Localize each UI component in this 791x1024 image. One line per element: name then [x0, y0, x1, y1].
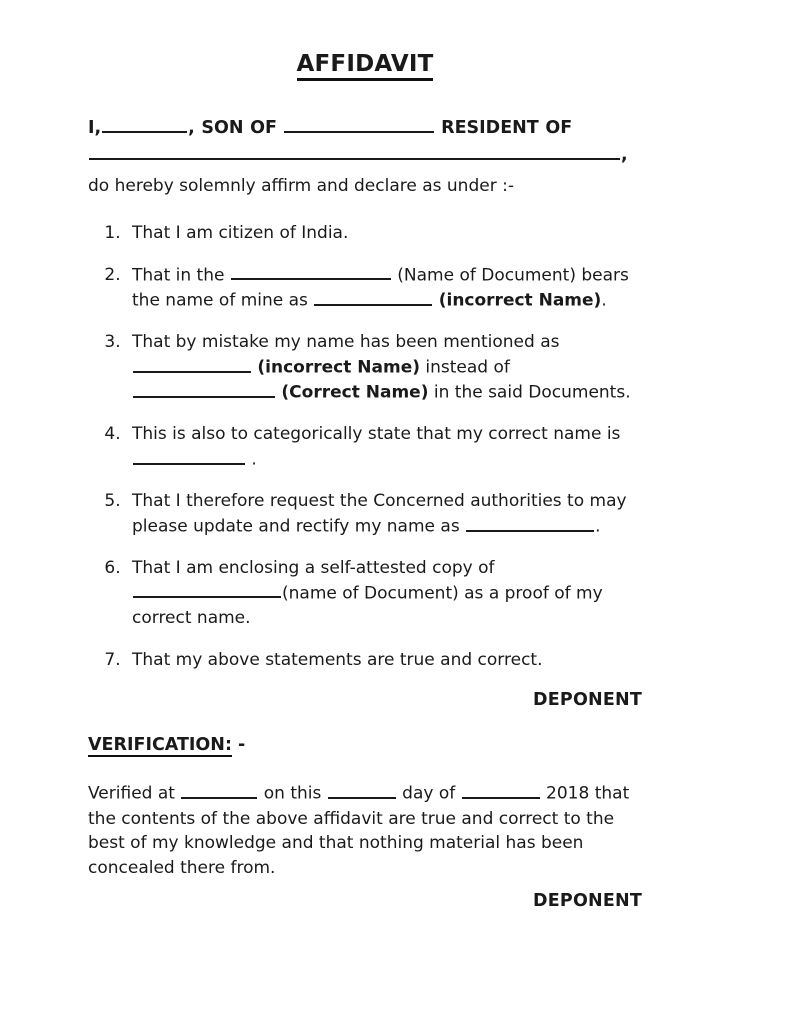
- page-title: [88, 52, 642, 81]
- blank-correct-name-4[interactable]: [133, 447, 245, 465]
- clause-2-incorrect-name-label: (incorrect Name): [438, 290, 602, 311]
- verification-text-d: 2018 that the contents of the above affidavit are true and correct to the best of my knowledge and that nothing material has been concealed there from.: [88, 784, 630, 878]
- clause-item-6: [126, 556, 642, 631]
- clause-item-5: [126, 489, 642, 539]
- verification-heading-suffix: -: [231, 735, 246, 756]
- clause-3-incorrect-name-label: (incorrect Name): [257, 357, 420, 378]
- clause-3-text-b: instead of: [425, 357, 510, 378]
- clause-5-period: .: [595, 516, 601, 537]
- clause-1-text: That I am citizen of India.: [132, 223, 349, 244]
- deponent-signature-label-bottom: DEPONENT: [533, 890, 642, 911]
- opening-son-of: , SON OF: [188, 118, 277, 139]
- clause-item-1: [126, 221, 642, 246]
- blank-enclosed-document-name[interactable]: [133, 581, 281, 599]
- clause-6-text-a: That I am enclosing a self-attested copy of: [132, 558, 495, 579]
- opening-declaration: [88, 115, 642, 169]
- clause-item-7: [126, 648, 642, 673]
- clause-list: [88, 221, 642, 672]
- blank-father-name[interactable]: [284, 115, 434, 133]
- blank-residence-address[interactable]: [89, 142, 620, 160]
- clause-item-2: [126, 263, 642, 314]
- verification-text-b: on this: [263, 784, 322, 805]
- verification-heading-text: VERIFICATION:: [88, 735, 232, 756]
- clause-3-text-a: That by mistake my name has been mentioned as: [132, 332, 560, 353]
- blank-incorrect-name-2[interactable]: [314, 288, 432, 306]
- verification-text-a: Verified at: [88, 784, 175, 805]
- blank-correct-name-3[interactable]: [133, 380, 275, 398]
- document-body: [88, 52, 642, 911]
- blank-deponent-name[interactable]: [102, 115, 187, 133]
- clause-3-text-c: in the said Documents.: [433, 382, 631, 403]
- blank-rectified-name[interactable]: [466, 514, 594, 532]
- blank-verification-day[interactable]: [328, 781, 396, 799]
- clause-item-3: [126, 330, 642, 405]
- clause-2-period: .: [601, 290, 607, 311]
- clause-4-period: .: [251, 449, 257, 470]
- blank-document-name[interactable]: [231, 263, 391, 281]
- page-title-text: AFFIDAVIT: [297, 52, 434, 81]
- clause-item-4: [126, 422, 642, 472]
- clause-6-text-b: (name of Document) as a proof of my correct name.: [132, 583, 603, 629]
- clause-3-correct-name-label: (Correct Name): [281, 382, 429, 403]
- deponent-signature-label-top: DEPONENT: [533, 690, 642, 711]
- clause-5-text-a: That I therefore request the Concerned authorities to may please update and rectify my name as: [132, 491, 627, 537]
- clause-7-text: That my above statements are true and correct.: [132, 649, 543, 670]
- opening-lead: I,: [88, 118, 102, 139]
- blank-verification-month[interactable]: [462, 781, 540, 799]
- opening-trailing-comma: ,: [621, 145, 628, 166]
- clause-2-text-a: That in the: [132, 265, 225, 286]
- clause-4-text-a: This is also to categorically state that my correct name is: [132, 424, 621, 445]
- clause-2-text-b: (Name of Document) bears the name of mine as: [132, 265, 629, 311]
- verification-text-c: day of: [402, 784, 456, 805]
- verification-paragraph: [88, 781, 642, 880]
- blank-incorrect-name-3[interactable]: [133, 355, 251, 373]
- verification-heading: [88, 735, 642, 755]
- opening-resident-of: RESIDENT OF: [441, 118, 573, 139]
- opening-declaration-line: do hereby solemnly affirm and declare as under :-: [88, 176, 514, 197]
- blank-verification-place[interactable]: [181, 781, 257, 799]
